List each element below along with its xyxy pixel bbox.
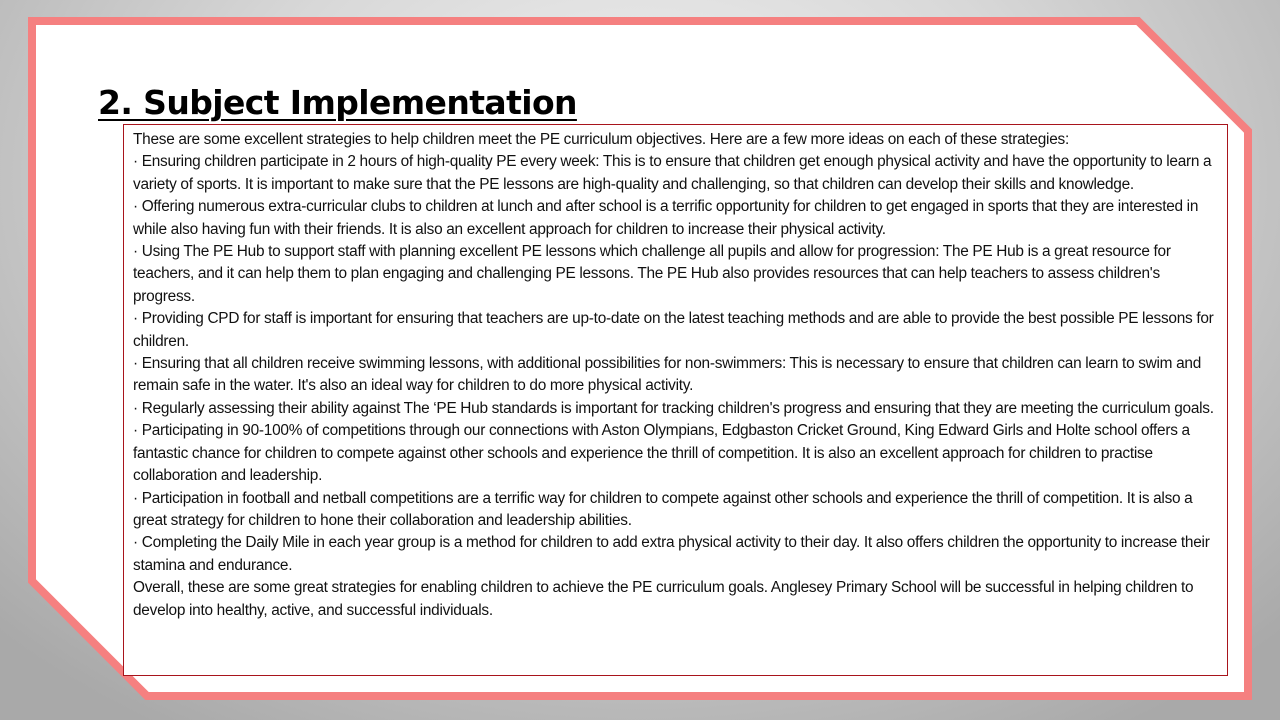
bullet-pe-hub: · Using The PE Hub to support staff with planning excellent PE lessons which challenge all pupils and allow for progression: The PE Hub is a great resource for teachers, and it can help them to plan engaging and challenging PE lessons. The PE Hub also provides resources that can help teachers to assess children's progress. (133, 243, 1171, 305)
bullet-cpd: · Providing CPD for staff is important for ensuring that teachers are up-to-date on the latest teaching methods and are able to provide the best possible PE lessons for children. (133, 310, 1214, 350)
bullet-daily-mile: · Completing the Daily Mile in each year group is a method for children to add extra physical activity to their day. It also offers children the opportunity to increase their stamina and endurance. (133, 534, 1210, 574)
bullet-football-netball: · Participation in football and netball competitions are a terrific way for children to compete against other schools and experience the thrill of competition. It is also a great strategy for children to hone their collaboration and leadership abilities. (133, 489, 1193, 529)
body-text-box (123, 124, 1228, 676)
bullet-competitions: · Participating in 90-100% of competitions through our connections with Aston Olympians, Edgbaston Cricket Ground, King Edward Girls and Holte school offers a fantastic chance for children to compete against other schools and experience the thrill of competition. It is also an excellent approach for children to practise collaboration and leadership. (133, 422, 1190, 485)
conclusion-paragraph: Overall, these are some great strategies for enabling children to achieve the PE curriculum goals. Anglesey Primary School will be successful in helping children to develop into healthy, active, and successful individuals. (133, 579, 1194, 619)
bullet-pe-hours: · Ensuring children participate in 2 hours of high-quality PE every week: This is to ensure that children get enough physical activity and have the opportunity to learn a variety of sports. It is important to make sure that the PE lessons are high-quality and challenging, so that children can develop their skills and knowledge. (133, 153, 1212, 193)
slide-title: 2. Subject Implementation (98, 83, 577, 122)
bullet-assessment: · Regularly assessing their ability against The ‘PE Hub standards is important for tracking children's progress and ensuring that they are meeting the curriculum goals. (133, 399, 1214, 417)
intro-paragraph: These are some excellent strategies to help children meet the PE curriculum objectives. Here are a few more ideas on each of these strategies: (133, 131, 1069, 148)
bullet-swimming: · Ensuring that all children receive swimming lessons, with additional possibilities for non-swimmers: This is necessary to ensure that children can learn to swim and remain safe in the water. It's also an ideal way for children to do more physical activity. (133, 355, 1202, 395)
bullet-extra-curricular: · Offering numerous extra-curricular clubs to children at lunch and after school is a terrific opportunity for children to get engaged in sports that they are interested in while also having fun with their friends. It is also an excellent approach for children to increase their physical activity. (133, 198, 1199, 238)
